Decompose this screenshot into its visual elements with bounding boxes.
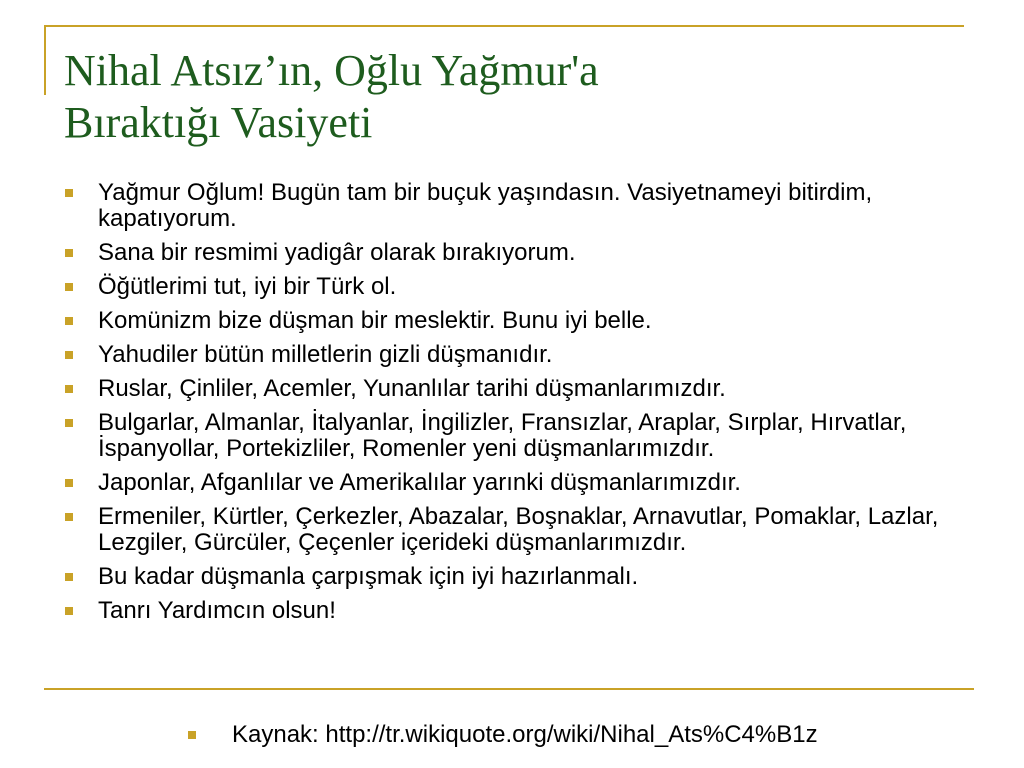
bullet-item — [62, 274, 967, 300]
bullet-item — [62, 564, 967, 590]
slide-title — [64, 45, 964, 149]
bullet-list — [62, 180, 967, 632]
bullet-item — [62, 504, 967, 556]
bullet-text: Ruslar, Çinliler, Acemler, Yunanlılar tarihi düşmanlarımızdır. — [98, 375, 726, 402]
bullet-text: Öğütlerimi tut, iyi bir Türk ol. — [98, 273, 397, 300]
bullet-item — [62, 470, 967, 496]
square-bullet-icon — [188, 731, 196, 739]
square-bullet-icon — [65, 351, 73, 359]
square-bullet-icon — [65, 573, 73, 581]
square-bullet-icon — [65, 189, 73, 197]
bullet-text: Japonlar, Afganlılar ve Amerikalılar yarınki düşmanlarımızdır. — [98, 469, 741, 496]
square-bullet-icon — [65, 513, 73, 521]
square-bullet-icon — [65, 385, 73, 393]
bullet-item — [62, 180, 967, 232]
bullet-item — [62, 376, 967, 402]
square-bullet-icon — [65, 317, 73, 325]
source-text: Kaynak: http://tr.wikiquote.org/wiki/Nihal_Ats%C4%B1z — [232, 721, 818, 748]
top-rule — [44, 25, 964, 27]
bullet-text: Bu kadar düşmanla çarpışmak için iyi hazırlanmalı. — [98, 563, 639, 590]
bullet-item — [62, 308, 967, 334]
title-line-1: Nihal Atsız’ın, Oğlu Yağmur'a — [64, 46, 599, 95]
bullet-item — [62, 410, 967, 462]
bullet-text: Tanrı Yardımcın olsun! — [98, 597, 336, 624]
square-bullet-icon — [65, 479, 73, 487]
bullet-text: Sana bir resmimi yadigâr olarak bırakıyorum. — [98, 239, 576, 266]
left-rule — [44, 25, 46, 95]
bullet-item — [62, 342, 967, 368]
bullet-item — [62, 598, 967, 624]
bullet-text: Bulgarlar, Almanlar, İtalyanlar, İngilizler, Fransızlar, Araplar, Sırplar, Hırvatlar, İspanyollar, Portekizliler, Romenler yeni düşmanlarımızdır. — [98, 409, 907, 462]
bullet-text: Yahudiler bütün milletlerin gizli düşmanıdır. — [98, 341, 553, 368]
square-bullet-icon — [65, 249, 73, 257]
bullet-text: Yağmur Oğlum! Bugün tam bir buçuk yaşındasın. Vasiyetnameyi bitirdim, kapatıyorum. — [98, 179, 873, 232]
square-bullet-icon — [65, 283, 73, 291]
bullet-item — [62, 240, 967, 266]
title-line-2: Bıraktığı Vasiyeti — [64, 98, 373, 147]
source-line — [188, 722, 818, 748]
bullet-text: Ermeniler, Kürtler, Çerkezler, Abazalar, Boşnaklar, Arnavutlar, Pomaklar, Lazlar, Lezgiler, Gürcüler, Çeçenler içerideki düşmanlarımızdır. — [98, 503, 939, 556]
bullet-text: Komünizm bize düşman bir meslektir. Bunu iyi belle. — [98, 307, 652, 334]
square-bullet-icon — [65, 419, 73, 427]
square-bullet-icon — [65, 607, 73, 615]
bottom-rule — [44, 688, 974, 690]
